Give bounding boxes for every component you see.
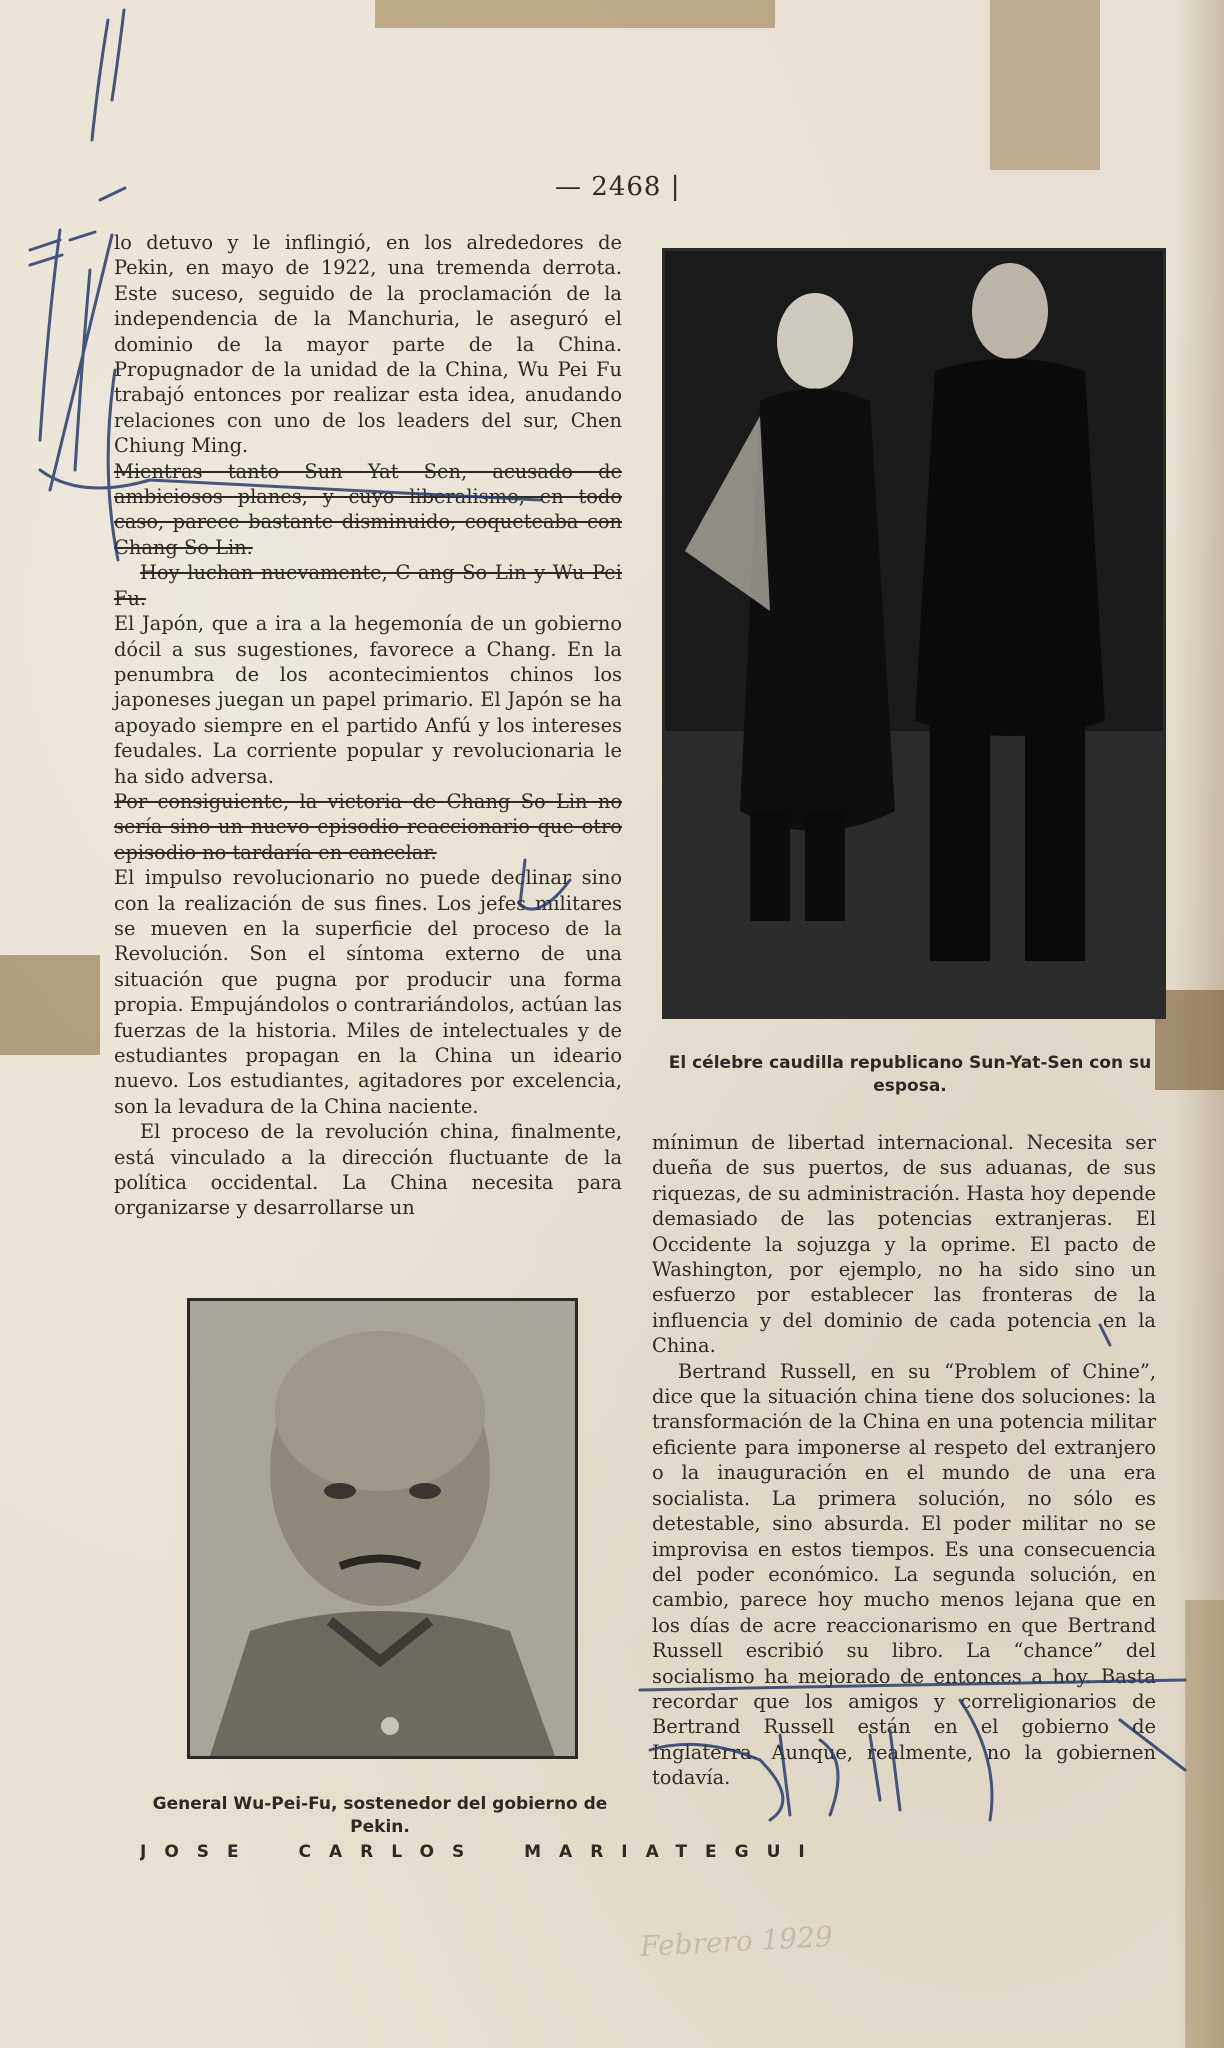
tape-left — [0, 955, 100, 1055]
paragraph: Bertrand Russell, en su “Problem of Chine”, dice que la situación china tiene dos soluciones: la transformación de la China en una potencia militar eficiente para imponerse al respeto del extranjero o la inauguración en el mundo de una era socialista. La primera solución, no sólo es detestable, sino absurda. El poder militar no se improvisa en estos tiempos. Es una consecuencia del poder económico. La segunda solución, en cambio, parece hoy mucho menos lejana que en los días de acre reaccionarismo en que Bertrand Russell escribió su libro. La “chance” del socialismo ha mejorado de entonces a hoy. Basta recordar que los amigos y correligionarios de Bertrand Russell están en el gobierno de Inglaterra. Aunque, realmente, no la gobiernen todavía. — [652, 1359, 1156, 1790]
paragraph: El proceso de la revolución china, finalmente, está vinculado a la dirección fluctuante de la política occidental. La China necesita para organizarse y desarrollarse un — [114, 1120, 622, 1220]
tape-bottom-right — [1185, 1600, 1224, 2048]
page-number: — 2468 | — [555, 172, 681, 202]
photo-illustration — [665, 251, 1163, 1016]
faint-handwritten-date: Febrero 1929 — [639, 1919, 834, 1964]
paragraph-struck: Por consiguiente, la victoria de Chang So Lin no sería sino un nuevo episodio reaccionario que otro episodio no tardaría en cancelar. — [114, 789, 622, 864]
paragraph: El impulso revolucionario no puede declinar sino con la realización de sus fines. Los jefes militares se mueven en la superficie del proceso de la Revolución. Son el síntoma externo de una situación que pugna por producir una forma propia. Empujándolos o contrariándolos, actúan las fuerzas de la historia. Miles de intelectuales y de estudiantes propagan en la China un ideario nuevo. Los estudiantes, agitadores por excelencia, son la levadura de la China naciente. — [114, 866, 622, 1118]
text-column-left — [114, 230, 622, 1221]
tape-top-right — [990, 0, 1100, 170]
paragraph: El Japón, que a ira a la hegemonía de un gobierno dócil a sus sugestiones, favorece a Chang. En la penumbra de los acontecimientos chinos los japoneses juegan un papel primario. El Japón se ha apoyado siempre en el partido Anfú y los intereses feudales. La corriente popular y revolucionaria le ha sido adversa. — [114, 612, 622, 788]
photo-wu-pei-fu — [187, 1298, 578, 1759]
paragraph-struck: Mientras tanto Sun Yat Sen, acusado de ambiciosos planes, y cuyo liberalismo, en todo caso, parece bastante disminuido, coqueteaba con Chang So Lin. — [114, 459, 622, 559]
author-byline: JOSE CARLOS MARIATEGUI — [140, 1842, 823, 1862]
photo-sun-yat-sen — [662, 248, 1166, 1019]
paragraph: lo detuvo y le inflingió, en los alrededores de Pekin, en mayo de 1922, una tremenda derrota. Este suceso, seguido de la proclamación de la independencia de la Manchuria, le aseguró el dominio de la mayor parte de la China. Propugnador de la unidad de la China, Wu Pei Fu trabajó entonces por realizar esta idea, anudando relaciones con uno de los leaders del sur, Chen Chiung Ming. — [114, 231, 622, 458]
paragraph-struck: Hoy luchan nuevamente, C ang So Lin y Wu Pei Fu. — [114, 561, 622, 610]
text-column-right — [652, 1130, 1156, 1791]
paragraph: mínimun de libertad internacional. Necesita ser dueña de sus puertos, de sus aduanas, de sus riquezas, de su administración. Hasta hoy depende demasiado de las potencias extranjeras. El Occidente la sojuzga y la oprime. El pacto de Washington, por ejemplo, no ha sido sino un esfuerzo por establecer las fronteras de la influencia y del dominio de cada potencia en la China. — [652, 1131, 1156, 1358]
tape-top — [375, 0, 775, 28]
caption-photo1: El célebre caudilla republicano Sun-Yat-Sen con su esposa. — [668, 1053, 1152, 1096]
caption-photo2: General Wu-Pei-Fu, sostenedor del gobierno de Pekin. — [152, 1794, 608, 1837]
portrait-illustration — [190, 1301, 575, 1756]
